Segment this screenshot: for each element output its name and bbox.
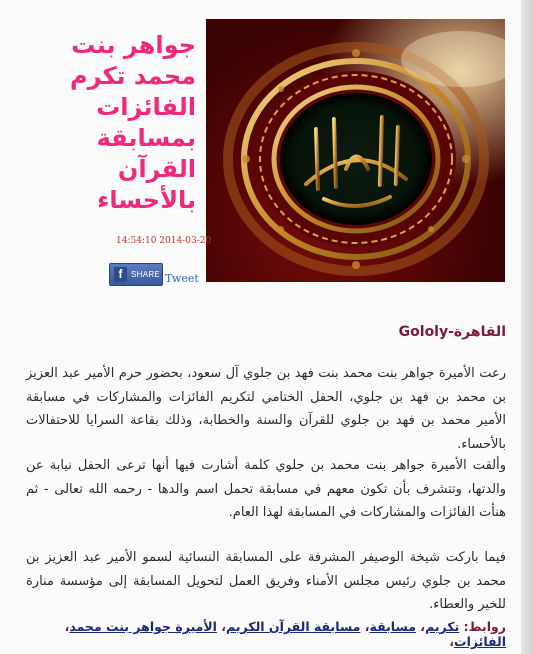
- tag-link-4[interactable]: الأميرة جواهر بنت محمد: [69, 619, 217, 634]
- article-paragraph-3: فيما باركت شيخة الوصيفر المشرفة على المسابقة النسائية لسمو الأمير عبد العزيز بن محمد بن جلوي رئيس مجلس الأمناء وفريق العمل لتحويل المسابقة إلى مؤسسة منارة للخير والعطاء.: [26, 550, 506, 612]
- article-title: جواهر بنت محمد تكرم الفائزات بمسابقة القرآن بالأحساء: [70, 31, 196, 214]
- links-label: روابط:: [463, 619, 506, 634]
- quran-cover-image: [206, 19, 505, 282]
- article-paragraph-1: رعت الأميرة جواهر بنت محمد بنت فهد بن جلوي آل سعود، بحضور حرم الأمير عبد العزيز بن محمد بن فهد بن جلوي، الحفل الختامي لتكريم الفائزات والمشاركات في مسابقة الأمير محمد بن فهد بن جلوي للقرآن والسنة والخطابة، وذلك بقاعة السرايا للاحتفالات بالأحساء.: [26, 366, 506, 452]
- article-dateline: القاهرة-Gololy: [398, 324, 506, 340]
- page-edge: [521, 0, 533, 654]
- tweet-button[interactable]: Tweet: [165, 272, 199, 285]
- article-paragraph-2: وألقت الأميرة جواهر بنت محمد بن جلوي كلمة أشارت فيها أنها ترعى الحفل نيابة عن والدتها، وتتشرف بأن تكون معهم في مسابقة تحمل اسم والدها - رحمه الله تعالى - ثم هنأت الفائزات والمشاركات في المسابقة لهذا العام.: [26, 458, 506, 520]
- tag-link-3[interactable]: مسابقة القرآن الكريم: [226, 619, 361, 634]
- tag-links: روابط: تكريم، مسابقة، مسابقة القرآن الكريم، الأميرة جواهر بنت محمد، الفائزات،: [64, 619, 506, 649]
- tag-link-2[interactable]: مسابقة: [369, 619, 416, 634]
- tag-link-1[interactable]: تكريم: [425, 619, 460, 634]
- tag-link-5[interactable]: الفائزات: [454, 634, 506, 649]
- share-label: SHARE: [131, 270, 161, 279]
- quran-cover-art: [206, 19, 505, 282]
- facebook-share-button[interactable]: [109, 263, 163, 286]
- timestamp: 14:54:10 2014-03-20: [116, 236, 212, 246]
- facebook-icon: f: [114, 267, 127, 282]
